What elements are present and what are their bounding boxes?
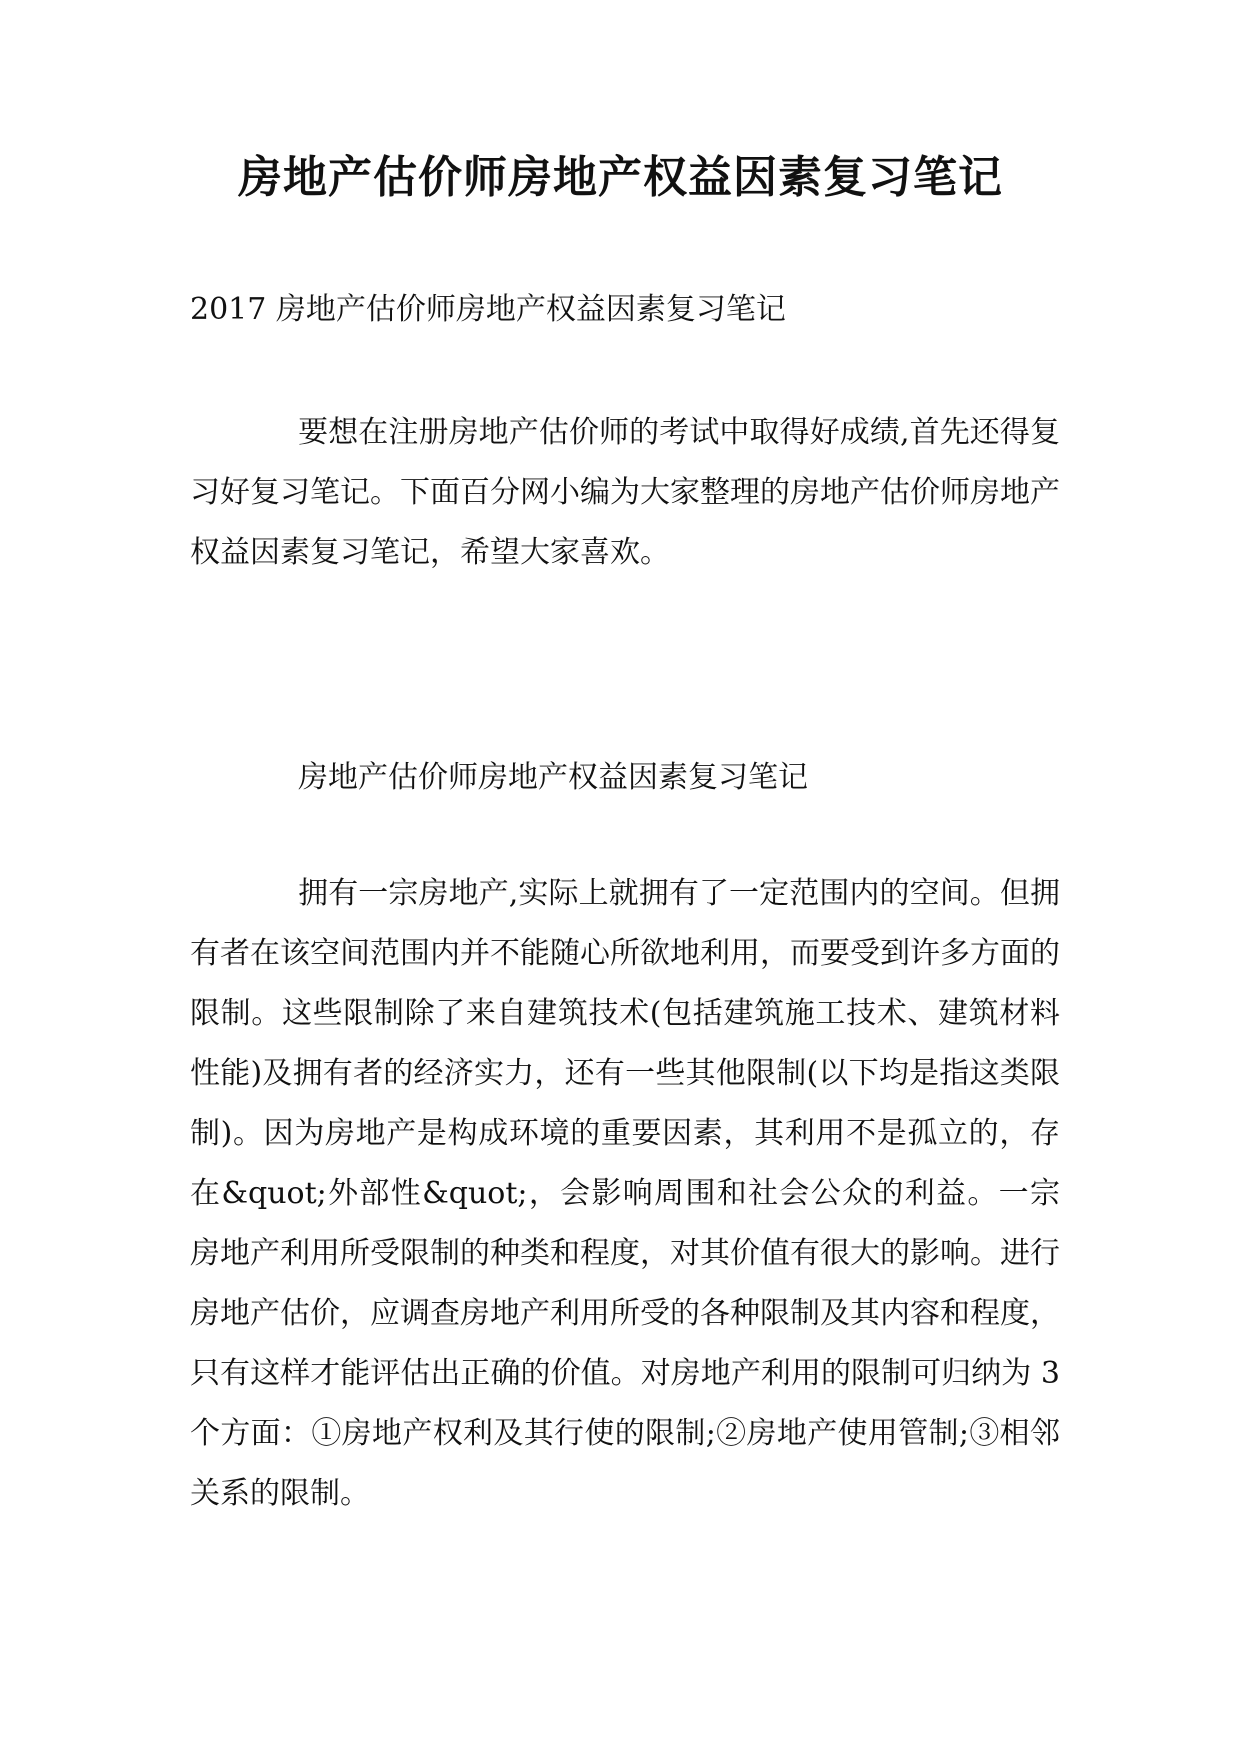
- body-paragraph-text: 拥有一宗房地产,实际上就拥有了一定范围内的空间。但拥有者在该空间范围内并不能随心所欲地利用，而要受到许多方面的限制。这些限制除了来自建筑技术(包括建筑施工技术、建筑材料性能)及拥有者的经济实力，还有一些其他限制(以下均是指这类限制)。因为房地产是构成环境的重要因素，其利用不是孤立的，存在&quot;外部性&quot;，会影响周围和社会公众的利益。一宗房地产利用所受限制的种类和程度，对其价值有很大的影响。进行房地产估价，应调查房地产利用所受的各种限制及其内容和程度，只有这样才能评估出正确的价值。对房地产利用的限制可归纳为 3 个方面：①房地产权利及其行使的限制;②房地产使用管制;③相邻关系的限制。: [190, 876, 1060, 1511]
- intro-paragraph: [190, 403, 1060, 583]
- section-heading: 房地产估价师房地产权益因素复习笔记: [298, 760, 808, 795]
- intro-paragraph-text: 要想在注册房地产估价师的考试中取得好成绩,首先还得复习好复习笔记。下面百分网小编为大家整理的房地产估价师房地产权益因素复习笔记，希望大家喜欢。: [190, 415, 1060, 570]
- document-title: 房地产估价师房地产权益因素复习笔记: [238, 152, 1003, 203]
- document-subtitle: 2017 房地产估价师房地产权益因素复习笔记: [190, 292, 786, 327]
- body-paragraph: [190, 864, 1060, 1524]
